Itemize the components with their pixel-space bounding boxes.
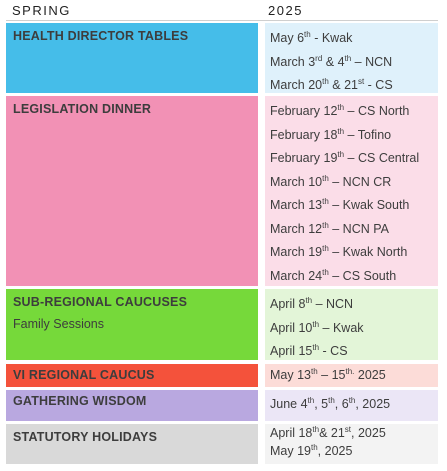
date-text: March 19 [270,245,323,259]
date-suffix: th [348,395,356,405]
date-text: , 2025 [351,426,386,440]
date-entry [270,366,433,384]
date-text: March 20 [270,78,323,92]
date-entry [270,147,433,171]
date-suffix: th [322,267,329,277]
date-text: April 8 [270,297,306,311]
date-text: May 13 [270,368,311,382]
category-cell [6,424,258,464]
date-text: – NCN PA [328,221,389,236]
date-suffix: th [311,442,318,452]
date-text: & 4 [322,54,345,69]
category-cell [6,390,258,421]
dates-cell [265,390,438,421]
header-divider [6,20,438,21]
date-entry [270,27,433,51]
date-text: February 12 [270,104,338,118]
date-text: – Kwak North [328,245,408,259]
date-text: – 15 [317,368,346,382]
category-cell [6,23,258,93]
date-text: – Tofino [344,127,392,142]
date-entry [270,51,433,75]
date-suffix: th. [345,366,355,376]
date-text: – NCN CR [328,174,392,189]
date-text: May 6 [270,31,305,45]
date-text: , 2025 [355,397,391,411]
category-subtitle: Family Sessions [13,317,104,331]
date-entry [270,340,433,364]
date-text: – CS South [328,268,397,283]
category-title: SUB-REGIONAL CAUCUSES [13,295,188,309]
date-text: , 5 [314,397,329,411]
dates-cell [265,364,438,387]
year-header: 2025 [268,3,303,18]
category-cell [6,289,258,360]
date-suffix: th [322,173,329,183]
date-text: – Kwak South [328,198,410,212]
category-title: STATUTORY HOLIDAYS [13,430,158,444]
date-text: March 24 [270,268,323,283]
date-text: - CS [319,344,348,358]
date-text: April 15 [270,344,313,358]
date-suffix: th [328,395,335,405]
date-text: - CS [364,78,393,92]
date-suffix: th [304,29,311,39]
schedule-row [6,390,438,421]
date-suffix: th [322,76,329,86]
dates-cell [265,23,438,93]
date-entry [270,74,433,98]
schedule-row [6,23,438,93]
date-text: , 2025 [317,444,353,458]
date-text: , 6 [334,397,349,411]
dates-cell [265,289,438,360]
date-text: February 18 [270,127,338,142]
date-text: & 21 [328,78,358,92]
date-suffix: th [322,220,329,230]
date-suffix: th [344,53,352,63]
category-title: HEALTH DIRECTOR TABLES [13,29,189,43]
season-header: SPRING [12,3,71,18]
dates-cell [265,424,438,464]
date-text: March 12 [270,221,323,236]
date-entry [270,171,433,195]
date-suffix: th [312,319,320,329]
date-text: – Kwak [319,320,364,335]
dates-cell [265,96,438,286]
category-title: LEGISLATION DINNER [13,102,152,116]
category-title: VI REGIONAL CAUCUS [13,368,155,382]
date-suffix: th [311,366,318,376]
date-suffix: th [322,243,329,253]
date-entry [270,218,433,242]
date-text: April 10 [270,320,313,335]
date-suffix: st [357,76,365,86]
date-text: June 4 [270,397,308,411]
date-text: April 18 [270,426,313,440]
date-suffix: th [312,342,320,352]
category-title: GATHERING WISDOM [13,394,147,408]
schedule-row [6,289,438,360]
date-suffix: th [337,149,345,159]
schedule-row [6,424,438,464]
date-entry [270,317,433,341]
date-text: – NCN [351,54,393,69]
date-suffix: th [337,126,345,136]
date-text: May 19 [270,444,311,458]
schedule-row [6,96,438,286]
date-suffix: st [344,424,352,434]
date-entry [270,424,433,442]
date-suffix: th [305,295,313,305]
schedule-row [6,364,438,387]
date-entry [270,442,433,460]
date-text: March 10 [270,174,323,189]
date-text: – NCN [312,297,354,311]
date-entry [270,124,433,148]
date-text: – CS Central [344,151,420,165]
date-entry [270,265,433,289]
date-text: & 21 [319,426,345,440]
date-entry [270,194,433,218]
date-text: – CS North [344,104,410,118]
date-text: March 3 [270,54,316,69]
date-suffix: th [312,424,320,434]
date-entry [270,392,433,416]
date-text: March 13 [270,198,323,212]
category-cell [6,364,258,387]
date-suffix: th [322,196,329,206]
date-suffix: th [307,395,315,405]
date-entry [270,100,433,124]
date-entry [270,293,433,317]
date-entry [270,241,433,265]
date-suffix: th [337,102,345,112]
date-text: February 19 [270,151,338,165]
date-suffix: rd [315,53,323,63]
date-text: - Kwak [310,31,353,45]
date-text: 2025 [354,368,386,382]
category-cell [6,96,258,286]
